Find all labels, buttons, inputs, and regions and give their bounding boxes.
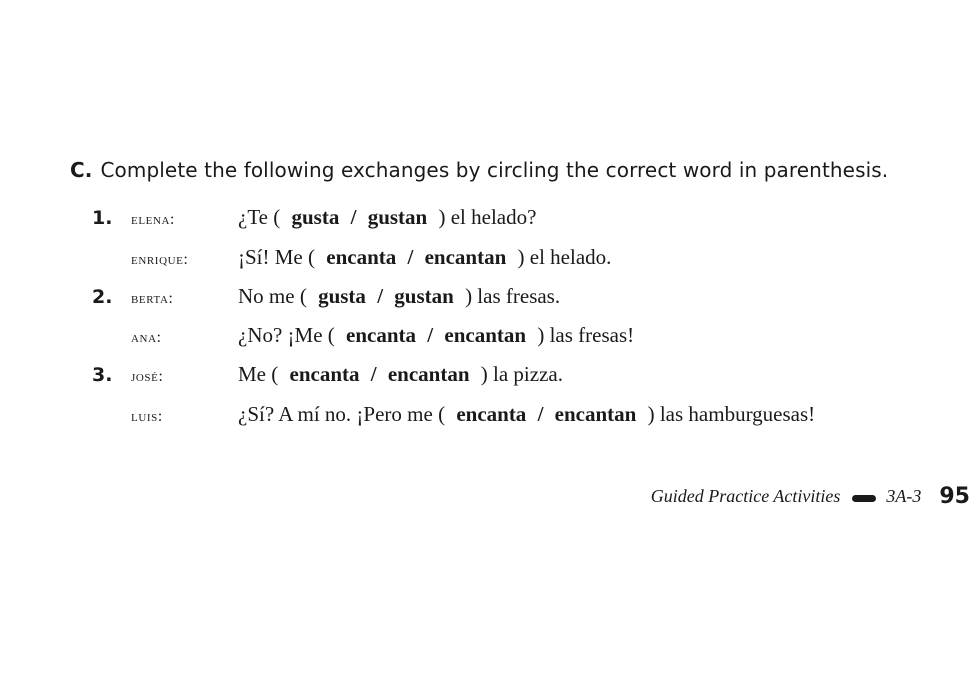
speaker-name: enrique: <box>131 251 189 268</box>
footer-bar-icon <box>852 495 876 502</box>
item-number: 1. <box>92 207 113 229</box>
option-b[interactable]: encantan <box>444 323 527 347</box>
speaker-name: josé: <box>131 368 164 385</box>
line-before: No me ( <box>238 284 307 308</box>
line-after: ) la pizza. <box>480 362 563 386</box>
line-after: ) el helado. <box>517 245 612 269</box>
slash: / <box>537 402 544 426</box>
dialogue-line <box>238 402 815 427</box>
dialogue-line <box>238 245 611 270</box>
section-letter: C. <box>70 158 93 182</box>
instruction <box>70 158 888 182</box>
line-after: ) el helado? <box>438 205 537 229</box>
instruction-text: Complete the following exchanges by circling the correct word in parenthesis. <box>100 158 889 182</box>
option-a[interactable]: encanta <box>289 362 360 386</box>
line-before: ¡Sí! Me ( <box>238 245 315 269</box>
line-after: ) las hamburguesas! <box>647 402 816 426</box>
option-b[interactable]: encantan <box>387 362 470 386</box>
slash: / <box>377 284 384 308</box>
item-number: 3. <box>92 364 113 386</box>
line-after: ) las fresas. <box>465 284 561 308</box>
dialogue-line <box>238 362 563 387</box>
speaker-name: elena: <box>131 211 175 228</box>
option-a[interactable]: gusta <box>291 205 340 229</box>
footer-title: Guided Practice Activities <box>650 486 841 506</box>
speaker-name: ana: <box>131 329 162 346</box>
line-before: ¿No? ¡Me ( <box>238 323 335 347</box>
line-before: Me ( <box>238 362 279 386</box>
slash: / <box>407 245 414 269</box>
activity-code: 3A-3 <box>886 486 922 506</box>
option-a[interactable]: encanta <box>456 402 527 426</box>
speaker-name: luis: <box>131 408 163 425</box>
line-before: ¿Te ( <box>238 205 281 229</box>
option-b[interactable]: encantan <box>424 245 507 269</box>
page-number: 95 <box>939 484 970 509</box>
dialogue-line <box>238 284 560 309</box>
option-a[interactable]: encanta <box>326 245 397 269</box>
line-before: ¿Sí? A mí no. ¡Pero me ( <box>238 402 446 426</box>
slash: / <box>350 205 357 229</box>
dialogue-line <box>238 323 634 348</box>
page-footer <box>651 484 970 509</box>
item-number: 2. <box>92 286 113 308</box>
dialogue-line <box>238 205 536 230</box>
option-a[interactable]: encanta <box>346 323 417 347</box>
slash: / <box>427 323 434 347</box>
option-b[interactable]: encantan <box>554 402 637 426</box>
option-b[interactable]: gustan <box>367 205 428 229</box>
speaker-name: berta: <box>131 290 174 307</box>
option-b[interactable]: gustan <box>394 284 454 308</box>
line-after: ) las fresas! <box>537 323 635 347</box>
option-a[interactable]: gusta <box>318 284 366 308</box>
slash: / <box>370 362 377 386</box>
